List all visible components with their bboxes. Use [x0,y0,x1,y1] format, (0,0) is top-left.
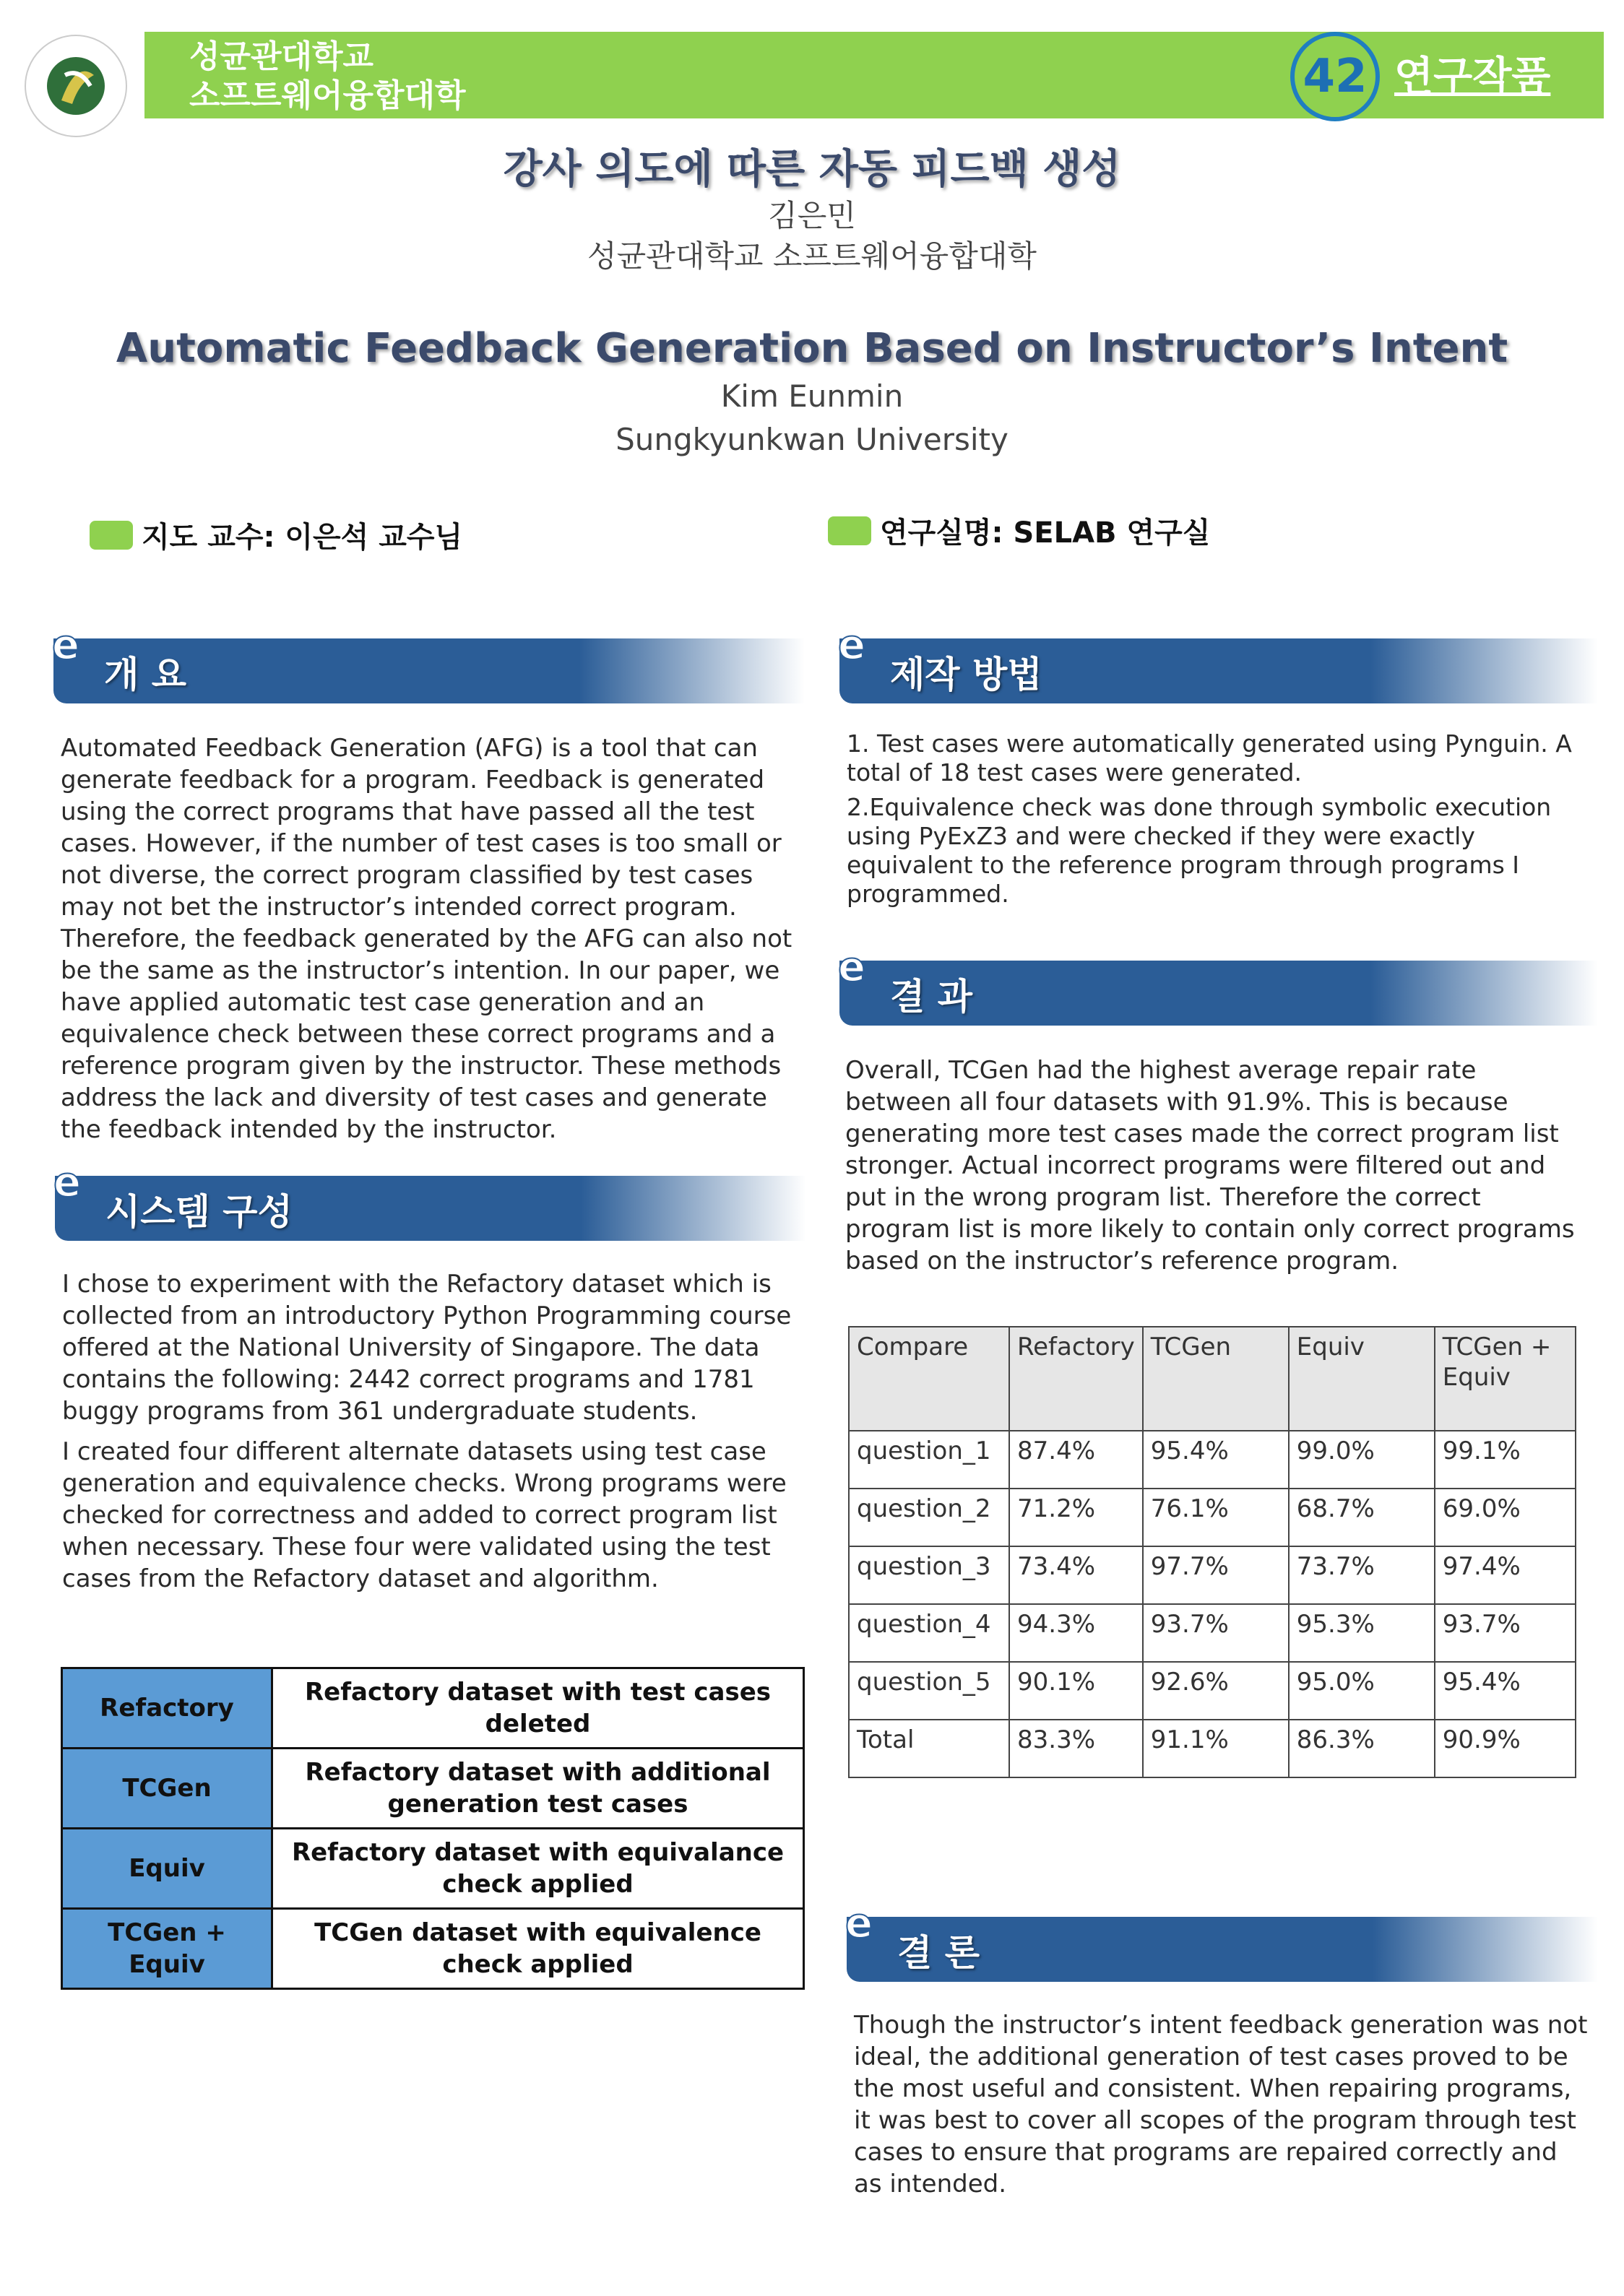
table-cell: 68.7% [1289,1489,1435,1546]
table-cell: 93.7% [1143,1604,1289,1662]
table-cell: 90.9% [1435,1720,1576,1777]
table-row [62,1909,804,1989]
table-cell: 99.0% [1289,1431,1435,1489]
dataset-table [61,1667,805,1990]
table-row [849,1431,1576,1489]
school-name-line1: 성균관대학교 [189,38,374,75]
table-cell: 76.1% [1143,1489,1289,1546]
dataset-name: TCGen + Equiv [62,1909,272,1989]
table-row [849,1662,1576,1720]
column-header: Compare [849,1327,1009,1431]
table-row [849,1604,1576,1662]
table-cell: question_2 [849,1489,1009,1546]
section-title-results: 결 과 [890,976,973,1018]
overview-text: Automated Feedback Generation (AFG) is a tool that can generate feedback for a program. Feedback is generated using the correct programs that have passed all the test cases. However, if the number of test cases is too small or not diverse, the correct program classified by test cases may not bet the instructor’s intended correct program. Therefore, the feedback generated by the AFG can also not be the same as the instructor’s intention. In our paper, we have applied automatic test case generation and an equivalence check between these correct programs and a reference program given by the instructor. These methods address the lack and diversity of test cases and generate the feedback intended by the instructor. [61,734,792,1144]
e-icon [835,624,878,675]
school-name-line2: 소프트웨어융합대학 [189,77,466,114]
section-header-results [838,946,1598,1026]
table-cell: 87.4% [1009,1431,1143,1489]
dataset-name: Equiv [62,1829,272,1909]
svg-text:e: e [52,624,79,669]
table-cell: 73.4% [1009,1546,1143,1604]
dataset-desc: TCGen dataset with equivalence check applied [272,1909,804,1989]
korean-affiliation: 성균관대학교 소프트웨어융합대학 [587,238,1037,274]
e-icon [835,946,878,997]
table-cell: 83.3% [1009,1720,1143,1777]
table-row [849,1546,1576,1604]
dataset-desc: Refactory dataset with equivalance check applied [272,1829,804,1909]
table-cell: 69.0% [1435,1489,1576,1546]
table-cell: 71.2% [1009,1489,1143,1546]
method-text [847,729,1584,917]
system-paragraph-2: I created four different alternate datasets using test case generation and equivalence checks. Wrong programs were checked for correctness and added to correct program list when necessary. These four were validated using the test cases from the Refactory dataset and algorithm. [62,1437,787,1593]
table-cell: Total [849,1720,1009,1777]
section-title-method: 제작 방법 [890,654,1042,696]
table-cell: question_3 [849,1546,1009,1604]
table-cell: 95.4% [1435,1662,1576,1720]
table-cell: 99.1% [1435,1431,1576,1489]
green-bullet-icon [828,516,871,545]
table-cell: 95.0% [1289,1662,1435,1720]
system-paragraph-1: I chose to experiment with the Refactory dataset which is collected from an introductory Python Programming course offered at the National University of Singapore. The data contains the following: 2442 correct programs and 1781 buggy programs from 361 undergraduate students. [62,1270,792,1426]
method-item-1: 1. Test cases were automatically generated using Pynguin. A total of 18 test cases were generated. [847,729,1572,787]
lab-info [828,510,1210,551]
table-header-row [849,1327,1576,1431]
dataset-desc: Refactory dataset with additional generation test cases [272,1749,804,1829]
section-header-system [53,1161,806,1241]
section-title-conclusion: 결 론 [897,1932,980,1974]
svg-text:e: e [838,624,865,669]
column-header: Refactory [1009,1327,1143,1431]
poster-number-badge [1290,32,1380,121]
system-text [62,1268,806,1603]
table-cell: question_4 [849,1604,1009,1662]
table-cell: 97.7% [1143,1546,1289,1604]
dataset-name: Refactory [62,1668,272,1749]
results-text: Overall, TCGen had the highest average repair rate between all four datasets with 91.9%. This is because generating more test cases made the correct program list stronger. Actual incorrect programs were filtered out and put in the wrong program list. Therefore the correct program list is more likely to contain only correct programs based on the instructor’s reference program. [845,1056,1575,1275]
table-cell: 93.7% [1435,1604,1576,1662]
english-author: Kim Eunmin [720,378,904,414]
svg-text:e: e [53,1161,81,1206]
english-affiliation: Sungkyunkwan University [616,422,1008,457]
table-row [62,1829,804,1909]
poster-number: 42 [1303,50,1368,103]
dataset-desc: Refactory dataset with test cases deleted [272,1668,804,1749]
table-cell: 90.1% [1009,1662,1143,1720]
table-cell: 95.3% [1289,1604,1435,1662]
korean-author: 김은민 [768,198,856,233]
table-row [849,1720,1576,1777]
column-header: Equiv [1289,1327,1435,1431]
green-bullet-icon [90,521,133,550]
e-icon [842,1902,886,1953]
method-item-2: 2.Equivalence check was done through symbolic execution using PyExZ3 and were checked if they were exactly equivalent to the reference program through programs I programmed. [847,793,1552,908]
section-title-system: 시스템 구성 [105,1191,293,1233]
badge-label: 연구작품 [1394,53,1551,100]
column-header: TCGen [1143,1327,1289,1431]
table-cell: 92.6% [1143,1662,1289,1720]
table-row [62,1749,804,1829]
column-header: TCGen + Equiv [1435,1327,1576,1431]
table-row [849,1489,1576,1546]
table-row [62,1668,804,1749]
advisor-text: 지도 교수: 이은석 교수님 [142,521,463,554]
dataset-name: TCGen [62,1749,272,1829]
table-cell: 94.3% [1009,1604,1143,1662]
svg-text:e: e [845,1902,873,1947]
section-title-overview: 개 요 [104,654,187,696]
table-cell: question_1 [849,1431,1009,1489]
table-cell: 97.4% [1435,1546,1576,1604]
section-header-method [838,624,1598,703]
university-logo [22,32,130,140]
school-name [189,38,466,116]
e-icon [51,1161,94,1212]
e-icon [49,624,92,675]
table-cell: 86.3% [1289,1720,1435,1777]
conclusion-text: Though the instructor’s intent feedback generation was not ideal, the additional generation of test cases proved to be the most useful and consistent. When repairing programs, it was best to cover all scopes of the program through test cases to ensure that programs are repaired correctly and as intended. [854,2011,1588,2198]
table-cell: question_5 [849,1662,1009,1720]
section-header-conclusion [845,1902,1598,1982]
table-cell: 73.7% [1289,1546,1435,1604]
table-cell: 91.1% [1143,1720,1289,1777]
results-table [848,1326,1576,1778]
svg-text:e: e [838,946,865,991]
lab-text: 연구실명: SELAB 연구실 [880,516,1211,550]
korean-title: 강사 의도에 따른 자동 피드백 생성 [503,146,1121,193]
table-cell: 95.4% [1143,1431,1289,1489]
section-header-overview [52,624,805,703]
english-title: Automatic Feedback Generation Based on Instructor’s Intent [116,325,1508,372]
advisor-info [90,514,462,555]
